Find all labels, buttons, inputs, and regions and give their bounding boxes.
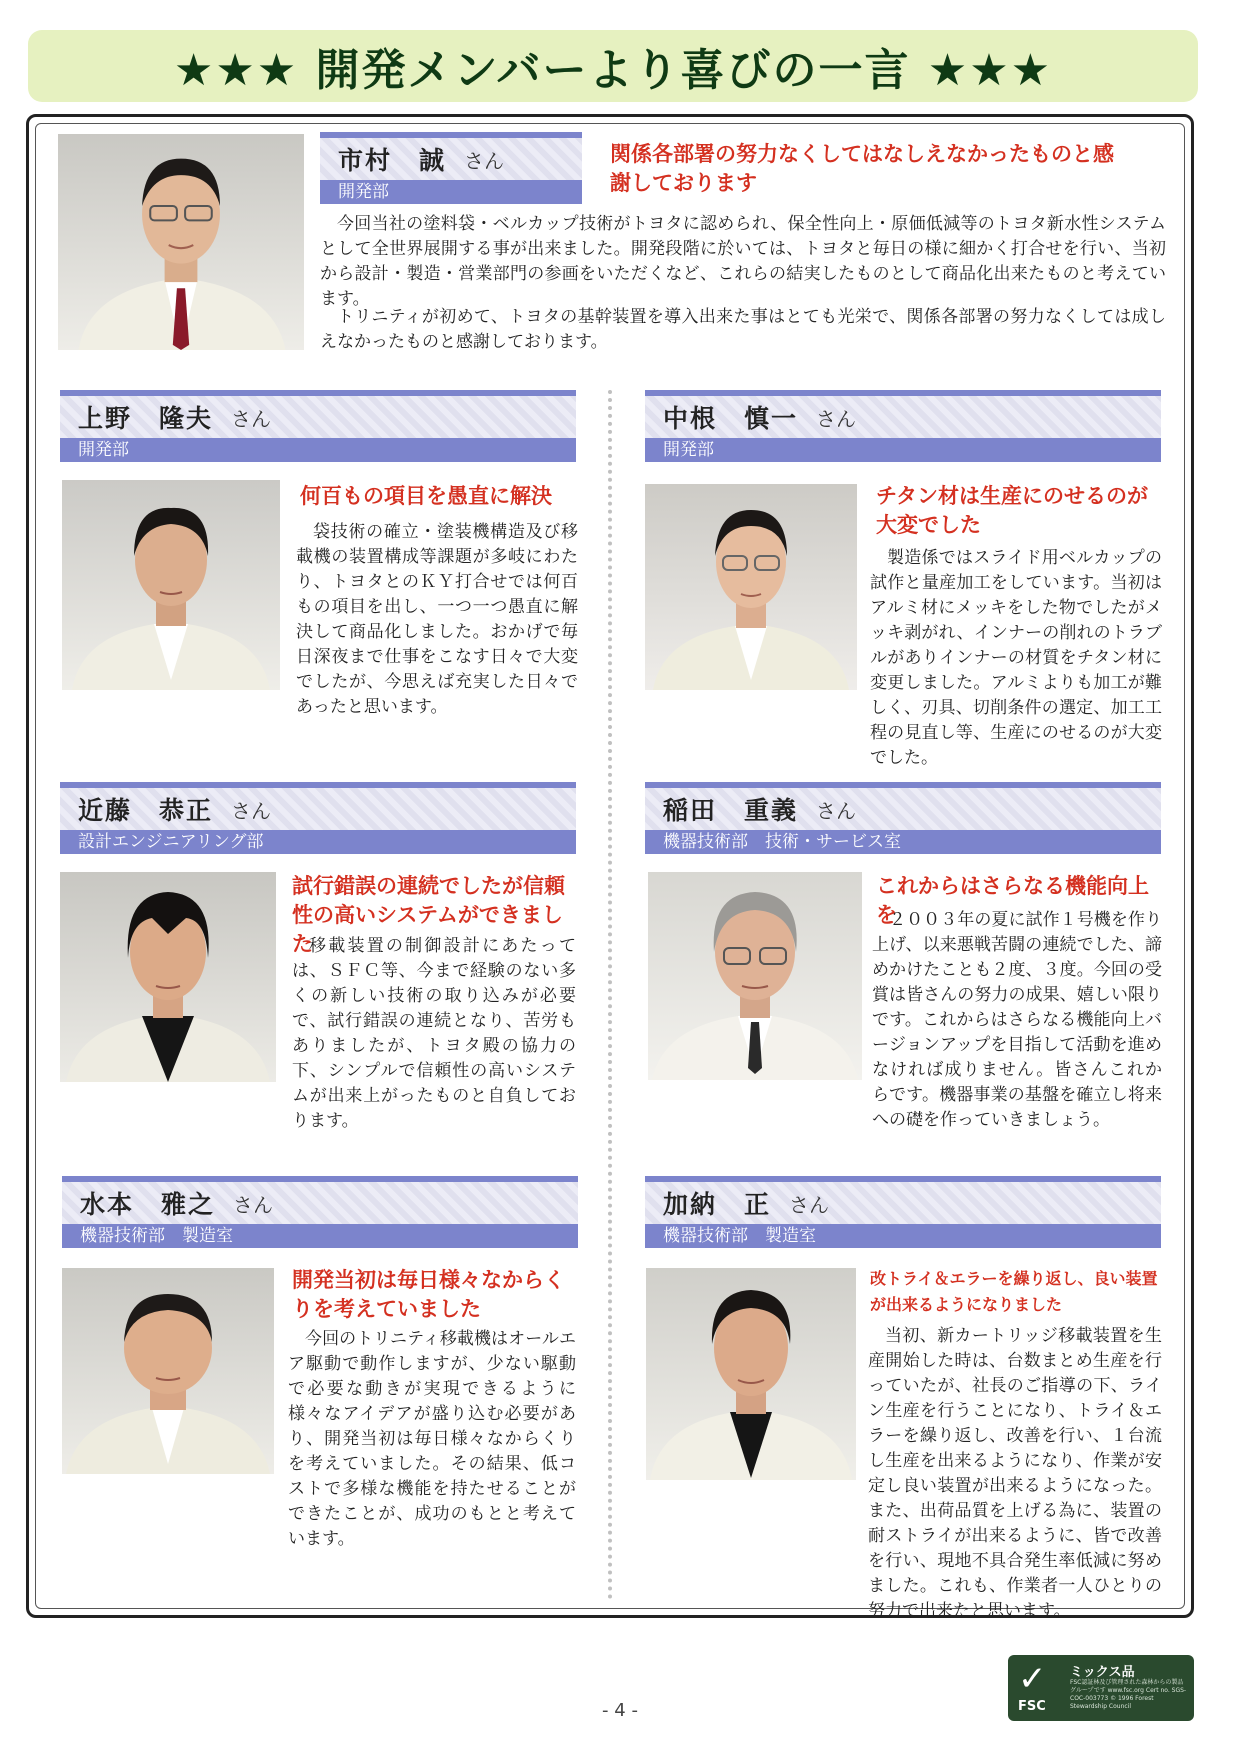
member-photo-ueno <box>62 480 280 690</box>
member-dept: 開発部 <box>320 180 582 204</box>
member-headline: 関係各部署の努力なくしてはなしえなかったものと感謝しております <box>610 142 1114 195</box>
member-body-wrap: ２００３年の夏に試作１号機を作り上げ、以来悪戦苦闘の連続でした、諦めかけたことも２度、３度。今回の受賞は皆さんの努力の成果、嬉しい限りです。これからはさらなる機能向上バージョンアップを目指して活動を進めなければ成りません。皆さんこれからです。機器事業の基盤を確立し将来への礎を作っていきましょう。 <box>872 910 1162 1130</box>
honorific: さん <box>231 406 272 431</box>
fsc-logo-text: FSC <box>1018 1699 1046 1714</box>
fsc-label: ミックス品 <box>1070 1665 1135 1680</box>
member-photo-ichimura <box>58 134 304 350</box>
page-title: ★★★ 開発メンバーより喜びの一言 ★★★ <box>173 45 1053 96</box>
member-body <box>60 1327 576 1549</box>
member-headline: 何百もの項目を愚直に解決 <box>300 484 552 508</box>
member-name: 近藤 恭正 <box>78 796 214 825</box>
honorific: さん <box>816 798 857 823</box>
honorific: さん <box>464 148 505 173</box>
member-dept: 機器技術部 製造室 <box>62 1224 578 1248</box>
namebar-kanou <box>645 1176 1161 1248</box>
fsc-logo <box>1008 1655 1194 1721</box>
column-divider <box>608 390 612 1600</box>
namebar-inada <box>645 782 1161 854</box>
member-body-wrap: 製造係ではスライド用ベルカップの試作と量産加工をしています。当初はアルミ材にメッキをした物でしたがメッキ剥がれ、インナーの削れのトラブルがありインナーの材質をチタン材に変更しました。アルミよりも加工が難しく、刃具、切削条件の選定、加工工程の見直し等、生産にのせるのが大変でした。 <box>870 548 1162 768</box>
member-headline: 開発当初は毎日様々なからくりを考えていました <box>292 1268 565 1321</box>
namebar-nakane <box>645 390 1161 462</box>
member-headline: これからはさらなる機能向上を <box>876 874 1149 927</box>
member-body <box>646 1324 1162 1621</box>
namebar-kondo <box>60 782 576 854</box>
namebar-ichimura <box>320 132 582 204</box>
honorific: さん <box>231 798 272 823</box>
member-body <box>646 546 1162 768</box>
honorific: さん <box>816 406 857 431</box>
member-body-wrap: 今回のトリニティ移載機はオールエア駆動で動作しますが、少ない駆動で必要な動きが実現できるように様々なアイデアが盛り込む必要があり、開発当初は毎日様々なからくりを考えていました。その結果、低コストで多様な機能を持たせることができたことが、成功のもとと考えています。 <box>288 1329 576 1549</box>
namebar-mizumoto <box>62 1176 578 1248</box>
fsc-fine-print: FSC認証林及び管理された森林からの製品グループです www.fsc.org Cert no. SGS-COC-003773 © 1996 Forest Stewardship Council <box>1070 1679 1187 1710</box>
page-number: - 4 - <box>602 1700 638 1721</box>
tree-check-icon: ✓ <box>1018 1659 1047 1699</box>
member-body <box>646 908 1162 1130</box>
member-dept: 機器技術部 製造室 <box>645 1224 1161 1248</box>
member-body-wrap: 当初、新カートリッジ移載装置を生産開始した時は、台数まとめ生産を行っていたが、社長のご指導の下、ライン生産を行うことになり、トライ＆エラーを繰り返し、改善を行い、１台流し生産を出来るようになり、作業が安定し良い装置が出来るようになった。また、出荷品質を上げる為に、装置の耐ストライが出来るように、皆で改善を行い、現地不具合発生率低減に努めました。これも、作業者一人ひとりの努力で出来たと思います。 <box>868 1326 1162 1621</box>
member-dept: 開発部 <box>60 438 576 462</box>
member-dept: 開発部 <box>645 438 1161 462</box>
member-name: 中根 慎一 <box>663 404 799 433</box>
member-body: 今回当社の塗料袋・ベルカップ技術がトヨタに認められ、保全性向上・原価低減等のトヨタ新水性システムとして全世界展開する事が出来ました。開発段階に於いては、トヨタと毎日の様に細かく打合せを行い、当初から設計・製造・営業部門の参画をいただくなど、これらの結実したものとして商品化出来たものと考えています。 <box>320 214 1166 309</box>
member-body: 袋技術の確立・塗装機構造及び移載機の装置構成等課題が多岐にわたり、トヨタとのＫＹ打合せでは何百もの項目を出し、一つ一つ愚直に解決して商品化しました。おかげで毎日深夜まで仕事をこなす日々で大変でしたが、今思えば充実した日々であったと思います。 <box>296 522 578 717</box>
member-body-2: トリニティが初めて、トヨタの基幹装置を導入出来た事はとても光栄で、関係各部署の努力なくしては成しえなかったものと感謝しております。 <box>320 307 1166 352</box>
member-body <box>60 934 576 1131</box>
member-name: 稲田 重義 <box>663 796 799 825</box>
member-headline: 改トライ＆エラーを繰り返し、良い装置が出来るようになりました <box>870 1269 1158 1314</box>
member-name: 上野 隆夫 <box>78 404 214 433</box>
title-banner <box>28 30 1198 102</box>
honorific: さん <box>233 1192 274 1217</box>
member-headline: チタン材は生産にのせるのが大変でした <box>876 484 1148 537</box>
member-dept: 設計エンジニアリング部 <box>60 830 576 854</box>
member-name: 水本 雅之 <box>80 1190 216 1219</box>
member-body-wrap: 移載装置の制御設計にあたっては、ＳＦＣ等、今まで経験のない多くの新しい技術の取り込みが必要で、試行錯誤の連続となり、苦労もありましたが、トヨタ殿の協力の下、シンプルで信頼性の高いシステムが出来上がったものと自負しております。 <box>292 936 576 1131</box>
member-headline: 試行錯誤の連続でしたが信頼性の高いシステムができました <box>292 874 565 956</box>
member-name: 市村 誠 <box>338 146 447 175</box>
member-name: 加納 正 <box>663 1190 772 1219</box>
honorific: さん <box>789 1192 830 1217</box>
member-dept: 機器技術部 技術・サービス室 <box>645 830 1161 854</box>
namebar-ueno <box>60 390 576 462</box>
